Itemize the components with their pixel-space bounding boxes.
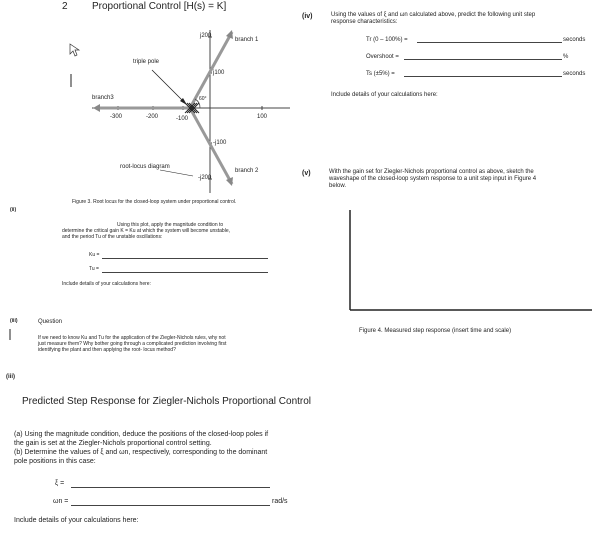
ku-label: Ku = (89, 252, 100, 258)
tr-unit: seconds (563, 37, 586, 43)
wn-unit: rad/s (272, 498, 288, 505)
os-label: Overshoot = (366, 54, 399, 60)
iv-details: Include details of your calculations here: (331, 92, 438, 98)
part-b-text: pole positions in this case: (14, 458, 96, 465)
instruction-line: Using this plot, apply the magnitude condition to (117, 222, 224, 228)
ts-label: Ts (±5%) = (366, 71, 395, 77)
figure-4-caption: Figure 4. Measured step response (insert time and scale) (359, 328, 512, 334)
question-text: identifying the plant and then applying the root- locus method? (38, 347, 176, 353)
os-unit: % (563, 54, 569, 60)
x-tick-label: -200 (146, 114, 159, 120)
question-text: just measure them? Why bother going through a complicated prediction involving first (38, 341, 227, 347)
angle-label: 60° (199, 96, 207, 102)
y-tick-label: -j100 (213, 140, 227, 146)
v-text: With the gain set for Ziegler-Nichols proportional control as above, sketch the (329, 169, 534, 175)
marker-iii-small: (iii) (10, 318, 18, 324)
tr-label: Tr (0 – 100%) = (366, 37, 408, 43)
page-heading: Proportional Control [H(s) = K] (92, 1, 227, 12)
page-number: 2 (62, 1, 68, 12)
x-tick-label: 100 (257, 114, 268, 120)
question-text: If we need to know Ku and Tu for the application of the Ziegler-Nichols rules, why not (38, 335, 226, 341)
y-tick-label: j100 (213, 70, 225, 76)
branch-2-label: branch 2 (235, 168, 259, 174)
triple-pole-label: triple pole (133, 59, 160, 65)
instruction-line: determine the critical gain K = Ku at which the system will become unstable, (62, 228, 230, 234)
branch-1-label: branch 1 (235, 37, 259, 43)
root-locus-label: root-locus diagram (120, 164, 170, 170)
y-tick-label: -j200 (198, 175, 212, 181)
tu-label: Tu = (89, 266, 99, 272)
iv-text: response characteristics: (331, 19, 398, 25)
wn-label: ωn = (53, 498, 69, 505)
marker-v: (v) (302, 170, 311, 177)
section-iii-title: Predicted Step Response for Ziegler-Nichols Proportional Control (22, 396, 312, 407)
ts-unit: seconds (563, 71, 586, 77)
part-a-text: (a) Using the magnitude condition, deduce the positions of the closed-loop poles if (14, 431, 269, 438)
xi-label: ξ = (55, 480, 65, 487)
x-tick-label: -100 (176, 116, 189, 122)
details-label-small: Include details of your calculations here: (62, 281, 151, 287)
iv-text: Using the values of ξ and ωn calculated above, predict the following unit step (331, 12, 536, 18)
v-text: below. (329, 183, 347, 189)
figure-3-caption: Figure 3. Root locus for the closed-loop system under proportional control. (72, 199, 237, 205)
x-tick-label: -300 (110, 114, 123, 120)
instruction-line: and the period Tu of the unstable oscillations: (62, 234, 163, 240)
marker-iv: (iv) (302, 13, 313, 20)
section-iii-marker: (iii) (6, 374, 15, 380)
part-a-text: the gain is set at the Ziegler-Nichols proportional control setting. (14, 440, 212, 447)
marker-ii-small: (ii) (10, 207, 17, 213)
part-b-text: (b) Determine the values of ξ and ωn, respectively, corresponding to the dominant (14, 449, 268, 456)
branch-3-label: branch3 (92, 95, 114, 101)
y-tick-label: j200 (200, 33, 212, 39)
question-label: Question (38, 319, 63, 325)
v-text: waveshape of the closed-loop system response to a unit step input in Figure 4 (329, 176, 537, 182)
section-iii-details: Include details of your calculations here: (14, 517, 139, 524)
